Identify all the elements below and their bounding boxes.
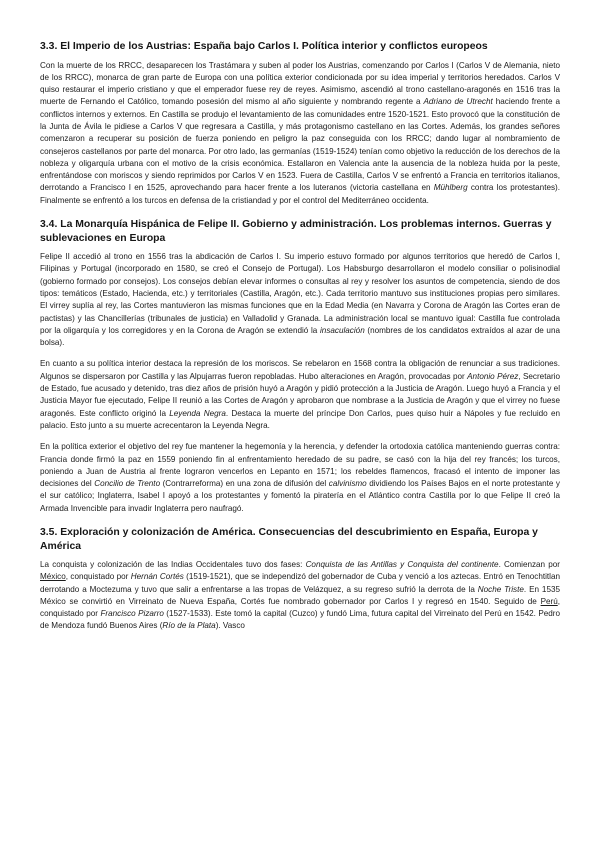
italic-term: Noche Triste <box>477 584 524 594</box>
italic-term: Francisco Pizarro <box>100 609 164 619</box>
text-run: Felipe II accedió al trono en 1556 tras la abdicación de Carlos I. Su imperio estuvo formado por algunos territorios que heredó de Carlos I, Filipinas y Portugal (incorporado en 1580, se creó el Consejo de Portugal). Los Habsburgo desarrollaron el modelo consiliar o polisinodial (gobierno formado por consejos). Los consejos debían elevar informes o consultas al rey y resolver los asuntos de competencia, siendo de dos tipos: temáticos (Estado, Hacienda, etc.) y territoriales (Castilla, Aragón, etc.). Cada territorio mantuvo sus instituciones propias pero similares. El virrey suplía al rey, las Cortes mantuvieron las mismas funciones que en la Edad Media (en Navarra y Corona de Aragón las Cortes eran de pactistas) y las Chancillerías (tribunales de justicia) en Valladolid y Granada. La administración local se mantuvo igual: Castilla fue controlada por la oligarquía y los corregidores y en la Corona de Aragón se extendió la <box>40 252 560 335</box>
section-imperio-austrias <box>40 40 560 207</box>
text-run: (1519-1521), que se independizó del gobernador de Cuba y venció a los aztecas. Entró en Tenochtitlan derrotando a Moctezuma y tuvo que salir a enfrentarse a las tropas de Velázquez, a su regreso sufrió la derrota de la <box>40 572 560 594</box>
text-run: La conquista y colonización de las Indias Occidentales tuvo dos fases: <box>40 560 306 569</box>
body-paragraph <box>40 358 560 432</box>
section-monarquia-felipe-ii <box>40 218 560 515</box>
text-run: , conquistado por <box>65 572 131 582</box>
text-run: contra los protestantes). Finalmente se enfrentó a los turcos en defensa de la cristiandad y por el control del Mediterráneo occidenta. <box>40 183 560 205</box>
text-run: (nombres de los candidatos extraídos al azar de una bolsa). <box>40 325 560 348</box>
italic-term: Río de la Plata <box>162 621 216 631</box>
section-heading: 3.4. La Monarquía Hispánica de Felipe II. Gobierno y administración. Los problemas internos. Guerras y sublevaciones en Europa <box>40 219 552 244</box>
text-run: . Comienzan por <box>498 560 560 569</box>
text-run: haciendo frente a conflictos internos y externos. En Castilla se produjo el levantamiento de las comunidades entre 1520-1521. Esto provocó que la constitución de la Junta de Ávila le pidiese a Carlos V que regresara a Castilla, y más protagonismo castellano en las Cortes. Además, los grandes señores comenzaron a recuperar su posición de fuerza poniendo en peligro la paz conseguida con los RRCC; dando lugar al nombramiento de consejeros castellanos por parte del monarca. Por otro lado, las germanías (1519-1524) tenían como objetivo la reducción de los derechos de la nobleza y oligarquía urbana con el motivo de la crisis económica. Estallaron en Valencia ante la ausencia de la nobleza huida por la peste, enfrentándose con moriscos y siendo reprimidos por Carlos V en 1523. Fuera de Castilla, Carlos V se enfrentó a Francia en territorios italianos, derrotando a Francisco I en 1525, aprovechando para hacer frente a los luteranos (victoria castellana en <box>40 97 560 193</box>
text-run: , Secretario de Estado, fue acusado y detenido, tras diez años de prisión huyó a Aragón y pidió protección a la Justicia de Aragón. Luego huyó a Francia y el Justicia Mayor fue ejecutado, Felipe II reunió a las Cortes de Aragón y aprobaron que nombrase a la Justicia de Aragón y que el virrey no fuese aragonés. Este conflicto originó la <box>40 371 561 418</box>
underlined-term: México <box>40 572 66 582</box>
text-run: . Destaca la muerte del príncipe Don Carlos, pues quiso huir a Nápoles y fue recluido en palacio. Esto junto a su muerte acrecentaron la Leyenda Negra. <box>40 408 560 430</box>
text-run: dividiendo los Países Bajos en el norte protestante y el sur católico; Inglaterra, Isabel I apoyó a los protestantes y fomentó la piratería en el Atlántico contra Castilla por lo que Felipe II creó la Armada Invencible para invadir Inglaterra pero naufragó. <box>40 479 560 513</box>
italic-term: Antonio Pérez <box>467 371 519 381</box>
body-paragraph <box>40 559 560 633</box>
text-run: En la política exterior el objetivo del rey fue mantener la hegemonía y la herencia, y defender la ortodoxia católica manteniendo guerras contra: Francia donde firmó la paz en 1559 poniendo fin al enfrentamiento heredado de su padre, se casó con la hija del rey francés; los turcos, poniendo a Juan de Austria al frente lograron vencerlos en Lepanto en 1571; los rebeldes flamencos, fracasó el intento de imponer las decisiones del <box>40 442 560 489</box>
section-heading: 3.5. Exploración y colonización de América. Consecuencias del descubrimiento en España, Europa y América <box>40 527 538 552</box>
text-run: (1527-1533). Este tomó la capital (Cuzco) y fundó Lima, futura capital del Virreinato del Perú en 1542. Pedro de Mendoza fundó Buenos Aires ( <box>40 609 561 631</box>
italic-term: Leyenda Negra <box>169 408 226 418</box>
text-run: (Contrarreforma) en una zona de difusión del <box>160 479 329 489</box>
text-run: ). Vasco <box>215 621 245 631</box>
text-run: . En 1535 México se convirtió en Virreinato de Nueva España, Cortés fue nombrado gobernador por Carlos I y regresó en 1540. Seguido de <box>40 584 560 606</box>
italic-term: Mühlberg <box>433 183 468 193</box>
body-paragraph <box>40 441 560 515</box>
section-heading: 3.3. El Imperio de los Austrias: España bajo Carlos I. Política interior y conflictos europeos <box>40 41 488 52</box>
italic-term: calvinismo <box>328 479 367 489</box>
italic-term: Concilio de Trento <box>94 479 161 489</box>
text-run: En cuanto a su política interior destaca la represión de los moriscos. Se rebelaron en 1568 contra la obligación de renunciar a sus tradiciones. Algunos se dispersaron por Castilla y las Alpujarras fueron repobladas. Hubo alteraciones en Aragón, provocadas por <box>40 359 560 381</box>
text-run: , conquistado por <box>40 596 560 619</box>
italic-term: insaculación <box>320 325 365 335</box>
underlined-term: Perú <box>540 596 558 606</box>
italic-term: Conquista de las Antillas y Conquista del continente <box>305 560 499 569</box>
document-page <box>40 40 560 644</box>
body-paragraph <box>40 60 560 208</box>
italic-term: Hernán Cortés <box>130 572 184 582</box>
text-run: Con la muerte de los RRCC, desaparecen los Trastámara y suben al poder los Austrias, comenzando por Carlos I (Carlos V de Alemania, nieto de los RRCC), monarca de gran parte de Europa con una política exterior condicionada por su idea imperial y territorios heredados. Carlos V quiso restaurar el imperio cristiano y que el emperador fuese rey de reyes. Asimismo, ascendió al trono castellano-aragonés en 1516 tras la muerte de Fernando el Católico, tomando posesión del mismo al año siguiente y nombrando regente a <box>40 60 560 107</box>
body-paragraph <box>40 251 560 349</box>
section-exploracion-america <box>40 526 560 633</box>
italic-term: Adriano de Utrecht <box>423 97 493 107</box>
